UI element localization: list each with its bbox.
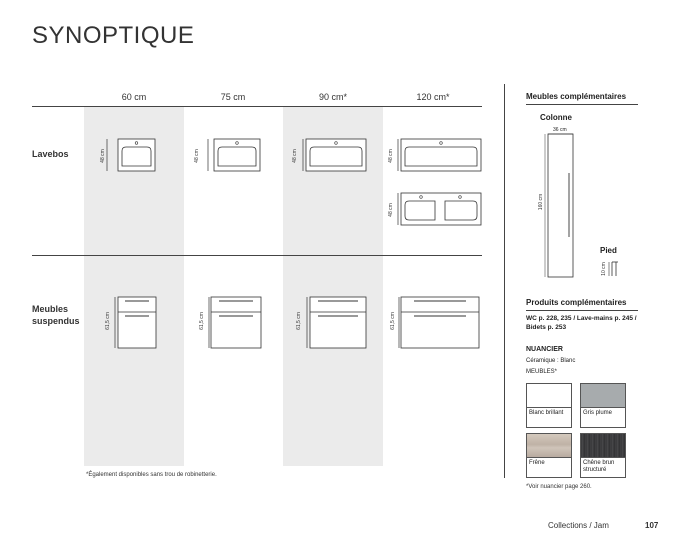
colonne-label: Colonne	[540, 113, 572, 122]
column-header-75: 75 cm	[220, 92, 246, 102]
row-label-lavabos: Lavebos	[32, 149, 69, 159]
pied-label: Pied	[600, 246, 617, 255]
basin-60-dim: 48 cm	[99, 149, 106, 163]
basin-60	[105, 138, 157, 174]
colonne-drawing	[544, 133, 576, 279]
complementary-products-heading: Produits complémentaires	[526, 298, 627, 307]
swatch-blanc-brillant	[526, 383, 572, 428]
swatch-gris-plume-color	[580, 383, 626, 408]
colonne-width: 36 cm	[553, 127, 567, 133]
basin-120-dim: 48 cm	[387, 149, 394, 163]
swatch-blanc-brillant-color	[526, 383, 572, 408]
swatch-blanc-brillant-label: Blanc brillant	[526, 408, 572, 428]
swatch-frene	[526, 433, 572, 478]
footer-collection: Collections / Jam	[548, 521, 609, 530]
products-text: WC p. 228, 235 / Lave-mains p. 245 / Bidets p. 253	[526, 315, 637, 331]
basin-120-single	[395, 138, 483, 174]
basin-75	[206, 138, 262, 174]
swatch-gris-plume-label: Gris plume	[580, 408, 626, 428]
sidebar-divider	[504, 84, 505, 478]
cabinet-75	[207, 296, 263, 352]
column-header-120: 120 cm*	[416, 92, 450, 102]
column-header-60: 60 cm	[121, 92, 147, 102]
cabinet-90	[305, 296, 367, 352]
swatch-chene-brun	[580, 433, 626, 478]
basin-90-dim: 48 cm	[291, 149, 298, 163]
basin-90	[296, 138, 368, 174]
header-rule	[32, 106, 482, 107]
cabinet-120	[398, 296, 482, 352]
footnote: *Également disponibles sans trou de robinetterie.	[86, 472, 217, 478]
meubles-text: MEUBLES*	[526, 369, 558, 375]
voir-nuancier: *Voir nuancier page 260.	[526, 484, 592, 490]
swatch-frene-label: Frêne	[526, 458, 572, 478]
pied-height: 10 cm	[600, 262, 607, 276]
cabinet-60	[113, 296, 159, 352]
ceramique-text: Céramique : Blanc	[526, 358, 576, 364]
basin-120-double	[395, 192, 483, 228]
cabinet-60-dim: 61,5 cm	[104, 312, 111, 330]
column-header-90: 90 cm*	[318, 92, 347, 102]
cabinet-75-dim: 61,5 cm	[198, 312, 205, 330]
colonne-height: 160 cm	[538, 193, 545, 211]
nuancier-heading: NUANCIER	[526, 346, 563, 353]
swatch-chene-brun-color	[580, 433, 626, 458]
basin-120-double-dim: 48 cm	[387, 203, 394, 217]
basin-75-dim: 48 cm	[193, 149, 200, 163]
row-label-meubles	[32, 303, 80, 327]
complementary-furniture-heading: Meubles complémentaires	[526, 92, 627, 101]
pied-drawing	[608, 261, 620, 277]
row-label-meubles-line1: Meubles	[32, 304, 69, 314]
complementary-furniture-rule	[526, 104, 638, 105]
page-title: SYNOPTIQUE	[32, 22, 195, 49]
swatch-chene-brun-label: Chêne brun structuré	[580, 458, 626, 478]
page-number: 107	[645, 521, 659, 530]
row-label-meubles-line2: suspendus	[32, 316, 80, 326]
cabinet-90-dim: 61,5 cm	[295, 312, 302, 330]
cabinet-120-dim: 61,5 cm	[389, 312, 396, 330]
complementary-products-rule	[526, 310, 638, 311]
row-divider	[32, 255, 482, 256]
swatch-frene-color	[526, 433, 572, 458]
swatch-gris-plume	[580, 383, 626, 428]
